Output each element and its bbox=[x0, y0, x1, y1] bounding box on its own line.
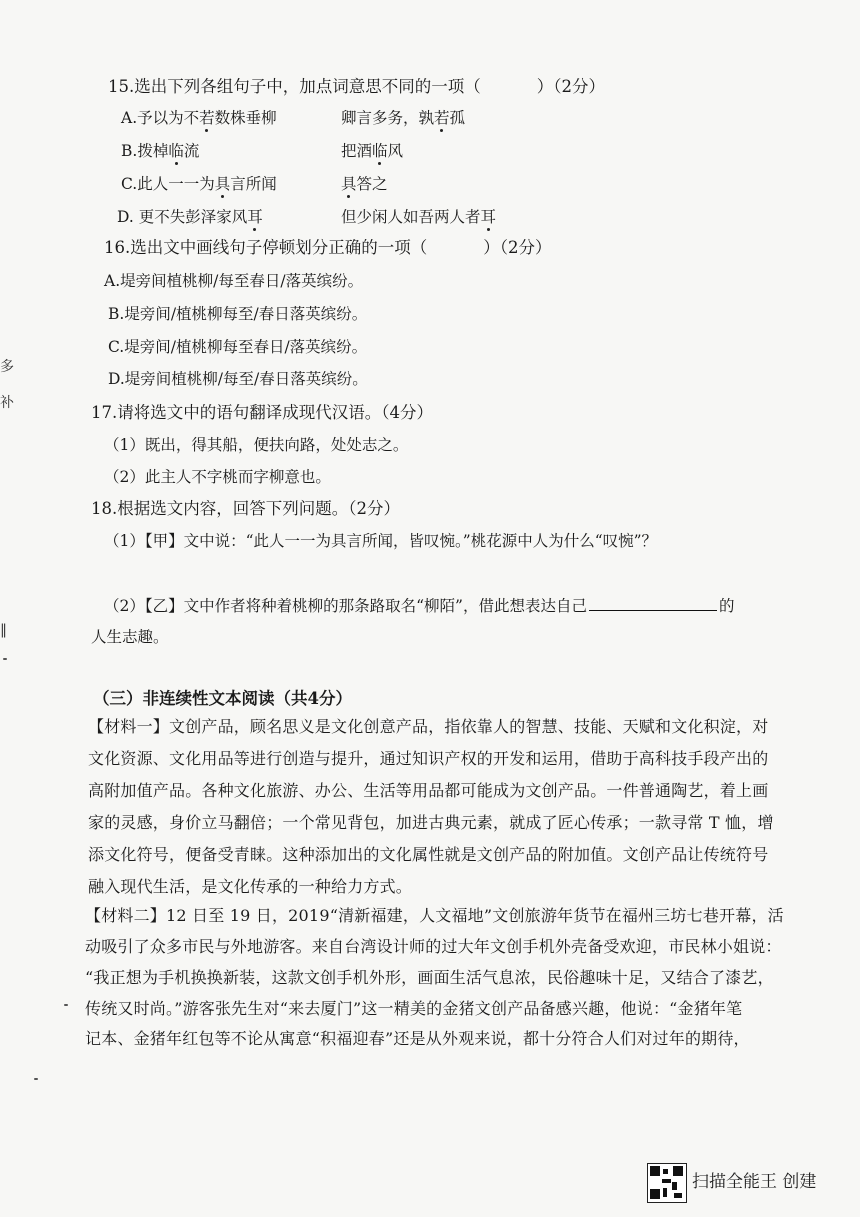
dotted-char: 若 bbox=[199, 109, 215, 127]
q16-option-c: C.堤旁间/植桃柳每至春日/落英缤纷。 bbox=[108, 338, 368, 356]
margin-mark: 多 bbox=[0, 359, 14, 375]
dotted-char: 若 bbox=[434, 109, 450, 127]
q16-option-d: D.堤旁间植桃柳/每至/春日落英缤纷。 bbox=[108, 370, 368, 388]
q15-option-b bbox=[121, 141, 199, 161]
q15-d-left: D. 更不失彭泽家风 bbox=[117, 208, 248, 226]
q15-b-right-rest: 风 bbox=[387, 142, 404, 160]
dotted-char: 临 bbox=[372, 142, 388, 160]
q15-c-right-rest: 答之 bbox=[356, 175, 388, 193]
q17-stem: 17.请将选文中的语句翻译成现代汉语。（4分） bbox=[91, 403, 433, 422]
q15-stem bbox=[108, 77, 605, 97]
section3-title: （三）非连续性文本阅读（共4分） bbox=[93, 689, 352, 708]
material1-line-5: 添文化符号，便备受青睐。这种添加出的文化属性就是文创产品的附加值。文创产品让传统符号 bbox=[88, 845, 769, 864]
q15-d-right: 但少闲人如吾两人者 bbox=[341, 208, 481, 226]
q15-a-right: 卿言多务，孰 bbox=[341, 109, 435, 127]
margin-mark: ‖ bbox=[0, 622, 7, 638]
scan-speck bbox=[3, 658, 7, 660]
q15-option-d-right bbox=[341, 207, 496, 227]
material1-line-6: 融入现代生活，是文化传承的一种给力方式。 bbox=[88, 877, 413, 896]
q16-score: ）（2分） bbox=[483, 238, 552, 257]
q15-option-b-right bbox=[341, 141, 403, 161]
q15-c-left-rest: 言所闻 bbox=[230, 175, 277, 193]
q15-option-c-right bbox=[341, 174, 388, 194]
q16-stem-text: 16.选出文中画线句子停顿划分正确的一项（ bbox=[104, 238, 428, 257]
material1-line-1: 【材料一】文创产品，顾名思义是文化创意产品，指依靠人的智慧、技能、天赋和文化积淀，对 bbox=[88, 717, 769, 736]
q15-option-d bbox=[117, 207, 263, 227]
dotted-char: 耳 bbox=[480, 208, 497, 226]
q18-item-2-cont: 人生志趣。 bbox=[91, 628, 169, 646]
q15-option-c bbox=[121, 174, 277, 194]
q15-a-left: A.予以为不 bbox=[121, 109, 200, 127]
q15-b-left: B.拨棹 bbox=[121, 142, 169, 160]
q15-a-left-rest: 数株垂柳 bbox=[214, 109, 277, 127]
material2-line-3: “我正想为手机换换新装，这款文创手机外形，画面生活气息浓，民俗趣味十足，又结合了漆艺， bbox=[85, 968, 774, 987]
material2-line-4: 传统又时尚。”游客张先生对“来去厦门”这一精美的金猪文创产品备感兴趣，他说：“金猪年笔 bbox=[85, 999, 743, 1018]
q18-item-1: （1）【甲】文中说：“此人一一为具言所闻，皆叹惋。”桃花源中人为什么“叹惋”？ bbox=[104, 532, 658, 550]
q15-b-right: 把酒 bbox=[341, 142, 373, 160]
material1-line-2: 文化资源、文化用品等进行创造与提升，通过知识产权的开发和运用，借助于高科技手段产出的 bbox=[88, 749, 769, 768]
q15-stem-text: 15.选出下列各组句子中，加点词意思不同的一项（ bbox=[108, 77, 481, 96]
q15-c-left: C.此人一一为 bbox=[121, 175, 215, 193]
q15-option-a-right bbox=[341, 108, 465, 128]
scan-speck bbox=[64, 1004, 68, 1006]
q15-score: ）（2分） bbox=[536, 77, 605, 96]
material1-line-4: 家的灵感，身价立马翻倍；一个常见背包，加进古典元素，就成了匠心传承；一款寻常 T 恤，增 bbox=[88, 813, 774, 832]
q15-b-left-rest: 流 bbox=[183, 142, 200, 160]
qr-code-icon bbox=[647, 1163, 687, 1203]
dotted-char: 具 bbox=[341, 175, 357, 193]
q18-item-2-suffix: 的 bbox=[718, 597, 735, 615]
q16-option-b: B.堤旁间/植桃柳每至/春日落英缤纷。 bbox=[108, 305, 368, 323]
watermark-text: 扫描全能王 创建 bbox=[692, 1172, 817, 1192]
material1-line-3: 高附加值产品。各种文化旅游、办公、生活等用品都可能成为文创产品。一件普通陶艺，着上画 bbox=[88, 781, 769, 800]
q18-item-2-text: （2）【乙】文中作者将种着桃柳的那条路取名“柳陌”，借此想表达自己 bbox=[104, 597, 587, 615]
q17-item-2: （2）此主人不字桃而字柳意也。 bbox=[104, 468, 331, 486]
q16-option-a: A.堤旁间植桃柳/每至春日/落英缤纷。 bbox=[104, 272, 364, 290]
q18-stem: 18.根据选文内容，回答下列问题。（2分） bbox=[91, 499, 400, 518]
material2-line-2: 动吸引了众多市民与外地游客。来自台湾设计师的过大年文创手机外壳备受欢迎，市民林小姐说： bbox=[85, 937, 782, 956]
material2-line-1: 【材料二】12 日至 19 日，2019“清新福建，人文福地”文创旅游年货节在福州三坊七巷开幕，活 bbox=[85, 906, 784, 925]
scan-speck bbox=[34, 1078, 38, 1080]
margin-mark: 补 bbox=[0, 395, 14, 411]
q18-item-2 bbox=[104, 596, 734, 616]
q17-item-1: （1）既出，得其船，便扶向路，处处志之。 bbox=[104, 436, 409, 454]
material2-line-5: 记本、金猪年红包等不论从寓意“积福迎春”还是从外观来说，都十分符合人们对过年的期待， bbox=[85, 1029, 750, 1048]
q15-option-a bbox=[121, 108, 277, 128]
q16-stem bbox=[104, 238, 552, 258]
dotted-char: 具 bbox=[214, 175, 231, 193]
answer-blank bbox=[589, 596, 717, 611]
dotted-char: 临 bbox=[168, 142, 184, 160]
dotted-char: 耳 bbox=[247, 208, 263, 226]
q15-a-right-rest: 孤 bbox=[449, 109, 466, 127]
